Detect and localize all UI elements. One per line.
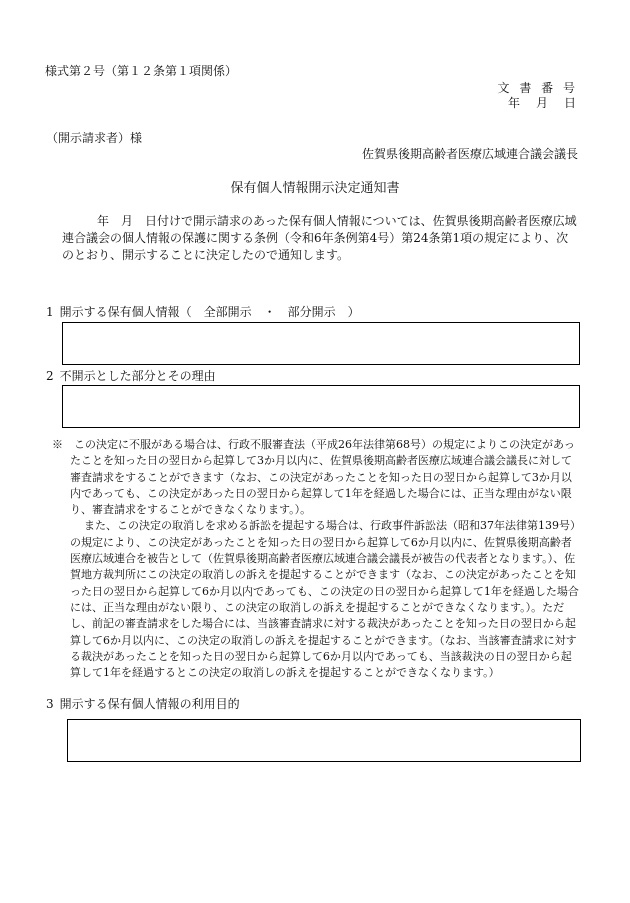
body-paragraph: 年 月 日付けで開示請求のあった保有個人情報については、佐賀県後期高齢者医療広域連合議会の個人情報の保護に関する条例（令和6年条例第4号）第24条第1項の規定により、次のとおり、開示することに決定したので通知します。 [62,214,577,262]
section-3-number: 3 [46,697,54,711]
section-1-box [62,322,580,365]
section-2-label: 不開示とした部分とその理由 [59,369,216,383]
notice-paragraph-1 [52,437,582,518]
notice-paragraph-1-text: この決定に不服がある場合は、行政不服審査法（平成26年法律第68号）の規定によりこの決定があったことを知った日の翌日から起算して3か月以内に、佐賀県後期高齢者医療広域連合議会議長に対して審査請求をすることができます（なお、この決定があったことを知った日の翌日から起算して3か月以内であっても、この決定があった日の翌日から起算して1年を経過した場合には、正当な理由がない限り、審査請求をすることができなくなります。）。 [70,438,575,517]
section-2-number: 2 [46,369,54,383]
document-date-label: 年 月 日 [507,96,578,110]
notice-block [52,437,582,681]
section-1-label: 開示する保有個人情報（ 全部開示 ・ 部分開示 ） [59,305,360,319]
notice-paragraph-2: また、この決定の取消しを求める訴訟を提起する場合は、行政事件訴訟法（昭和37年法律第139号）の規定により、この決定があったことを知った日の翌日から起算して6か月以内に、佐賀県後期高齢者医療広域連合を被告として（佐賀県後期高齢者医療広域連合議会議長が被告の代表者となります。）、佐賀地方裁判所にこの決定の取消しの訴えを提起することができます（なお、この決定があったことを知った日の翌日から起算して6か月以内であっても、この決定の日の翌日から起算して1年を経過した場合には、正当な理由がない限り、この決定の取消しの訴えを提起することができなくなります。）。ただし、前記の審査請求をした場合には、当該審査請求に対する裁決があったことを知った日の翌日から起算して6か月以内に、この決定の取消しの訴えを提起することができます。（なお、当該審査請求に対する裁決があったことを知った日の翌日から起算して6か月以内であっても、当該裁決の日の翌日から起算して1年を経過するとこの決定の取消しの訴えを提起することができなくなります。） [70,519,581,680]
section-1-number: 1 [46,305,54,319]
section-3-heading [46,697,240,711]
addressee: （開示請求者）様 [46,131,143,145]
section-1-heading [46,305,360,319]
section-3-label: 開示する保有個人情報の利用目的 [59,697,240,711]
section-3-box [67,719,581,762]
notice-mark: ※ [52,438,63,451]
document-number-label: 文 書 番 号 [497,81,578,95]
section-2-heading [46,369,216,383]
form-number: 様式第２号（第１２条第１項関係） [45,64,238,78]
sender: 佐賀県後期高齢者医療広域連合議会議長 [361,147,578,161]
document-title: 保有個人情報開示決定通知書 [230,181,400,196]
section-2-box [62,385,580,428]
